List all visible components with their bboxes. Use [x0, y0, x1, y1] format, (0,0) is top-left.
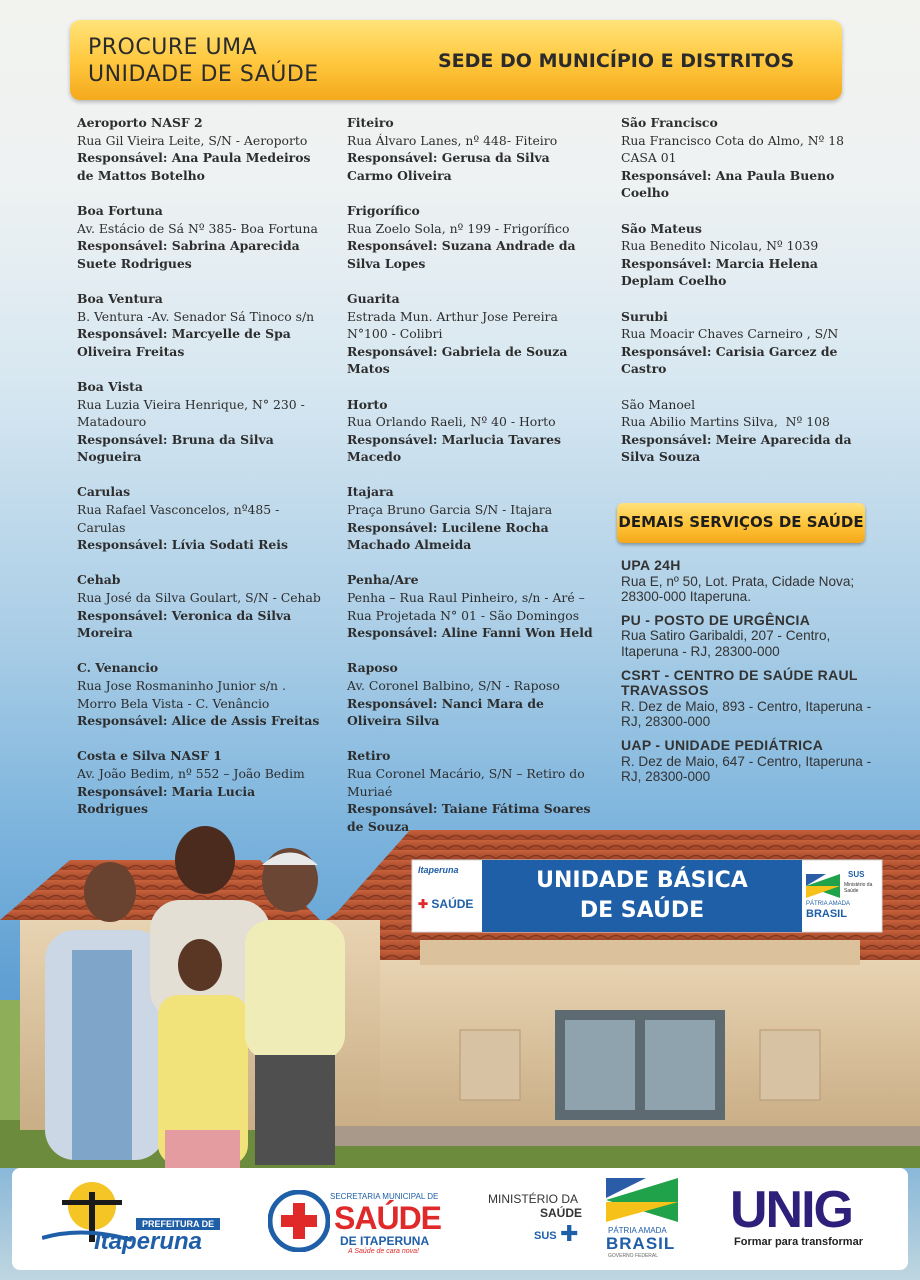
unit-name: Itajara	[347, 484, 394, 500]
unit-name: Retiro	[347, 748, 391, 764]
unit-entry	[347, 114, 597, 184]
sign-saude-text: SAÚDE	[431, 897, 474, 911]
service-item	[621, 613, 881, 660]
brazil-flag-icon	[806, 874, 840, 898]
unit-address: Rua Luzia Vieira Henrique, N° 230 - Matadouro	[77, 396, 309, 430]
unit-entry	[77, 659, 322, 729]
patria-line2: BRASIL	[606, 1234, 676, 1253]
unit-responsible: Responsável: Marlucia Tavares Macedo	[347, 431, 562, 465]
footer-logos-bar	[12, 1168, 908, 1270]
secretaria-saude-logo	[268, 1182, 448, 1262]
unit-responsible: Responsável: Bruna da Silva Nogueira	[77, 431, 274, 465]
unig-tagline: Formar para transformar	[734, 1236, 863, 1248]
unit-responsible: Responsável: Taiane Fátima Soares de Souza	[347, 801, 591, 834]
sign-title-line2: DE SAÚDE	[579, 898, 705, 923]
unit-name: Frigorífico	[347, 202, 420, 218]
unit-address: Rua Álvaro Lanes, nº 448- Fiteiro	[347, 132, 558, 148]
unit-entry	[77, 202, 322, 272]
secretaria-top-label: SECRETARIA MUNICIPAL DE	[330, 1192, 439, 1201]
units-column-2	[347, 114, 597, 853]
secretaria-sub-label: DE ITAPERUNA	[340, 1234, 430, 1248]
sign-left-logos	[418, 865, 478, 923]
unit-name: Fiteiro	[347, 115, 394, 130]
unit-address: Rua Abilio Martins Silva, Nº 108	[621, 414, 830, 430]
unit-responsible: Responsável: Gabriela de Souza Matos	[347, 343, 568, 377]
unit-responsible: Responsável: Maria Lucia Rodrigues	[77, 783, 256, 817]
service-title: UAP - UNIDADE PEDIÁTRICA	[621, 736, 824, 753]
unit-name: Raposo	[347, 660, 398, 676]
unit-responsible: Responsável: Alice de Assis Freitas	[77, 713, 320, 729]
unit-responsible: Responsável: Lucilene Rocha Machado Almeida	[347, 519, 549, 553]
unit-responsible: Responsável: Aline Fanni Won Held	[347, 625, 593, 641]
unit-responsible: Responsável: Marcyelle de Spa Oliveira Freitas	[77, 326, 291, 359]
prefeitura-name: Itaperuna	[94, 1228, 203, 1255]
unit-entry	[77, 378, 322, 466]
unit-address: Estrada Mun. Arthur Jose Pereira N°100 - Colibri	[347, 308, 562, 342]
unit-responsible: Responsável: Carisia Garcez de Castro	[621, 343, 838, 377]
ministerio-line2: SAÚDE	[540, 1206, 583, 1220]
unit-name: São Mateus	[621, 220, 702, 236]
patria-amada-brasil-logo	[602, 1176, 692, 1262]
unit-entry	[347, 396, 597, 466]
prefeitura-logo	[32, 1176, 242, 1262]
sign-right-logo	[806, 868, 876, 928]
service-address: R. Dez de Maio, 893 - Centro, Itaperuna - RJ, 28300-000	[621, 698, 872, 730]
unit-entry	[77, 571, 322, 641]
sus-cross-icon: ✚	[560, 1222, 579, 1247]
sign-patria-text: PÁTRIA AMADA	[806, 901, 851, 907]
unit-entry	[621, 396, 866, 466]
unit-name: Boa Fortuna	[77, 202, 163, 218]
prefeitura-top-label: PREFEITURA DE	[136, 1218, 220, 1230]
unit-address: Rua Gil Vieira Leite, S/N - Aeroporto	[77, 132, 308, 148]
unit-address: Av. Coronel Balbino, S/N - Raposo	[347, 678, 560, 693]
unit-responsible: Responsável: Suzana Andrade da Silva Lopes	[347, 238, 576, 271]
service-title: CSRT - CENTRO DE SAÚDE RAUL TRAVASSOS	[621, 666, 858, 699]
unit-name: Penha/Are	[347, 572, 419, 588]
unit-name: Boa Ventura	[77, 290, 163, 306]
unit-responsible: Responsável: Nanci Mara de Oliveira Silva	[347, 695, 544, 729]
sign-itaperuna-logo: Itaperuna	[418, 865, 459, 875]
unit-name: Guarita	[347, 290, 400, 306]
unit-responsible: Responsável: Gerusa da Silva Carmo Oliveira	[347, 150, 550, 183]
unit-address: B. Ventura -Av. Senador Sá Tinoco s/n	[77, 308, 315, 324]
unit-name: C. Venancio	[77, 660, 159, 676]
unit-address: Rua Rafael Vasconcelos, nº485 - Carulas	[77, 502, 284, 535]
sus-label: SUS	[534, 1230, 557, 1242]
unit-responsible: Responsável: Marcia Helena Deplam Coelho	[621, 255, 818, 289]
unit-name: Aeroporto NASF 2	[77, 115, 203, 130]
unit-responsible: Responsável: Ana Paula Bueno Coelho	[621, 167, 835, 201]
unit-entry	[347, 659, 597, 729]
unit-name: Cehab	[77, 572, 121, 588]
other-services-list	[621, 558, 881, 793]
unit-entry	[77, 483, 322, 553]
header-banner	[70, 20, 842, 100]
patria-line3: GOVERNO FEDERAL	[608, 1253, 659, 1259]
unig-wordmark: UNIG	[730, 1181, 852, 1239]
unit-address: Rua José da Silva Goulart, S/N - Cehab	[77, 590, 321, 606]
unit-entry	[621, 220, 866, 290]
sign-title	[482, 866, 802, 926]
unit-address: Rua Jose Rosmaninho Junior s/n . Morro Bela Vista - C. Venâncio	[77, 678, 290, 711]
unit-name: Surubi	[621, 308, 668, 324]
health-unit-scene	[0, 820, 920, 1168]
sign-brasil-text: BRASIL	[806, 908, 847, 920]
unit-address: Av. Estácio de Sá Nº 385- Boa Fortuna	[77, 220, 318, 236]
units-column-3	[621, 114, 866, 483]
other-services-heading: DEMAIS SERVIÇOS DE SAÚDE	[618, 513, 864, 531]
unit-name: Boa Vista	[77, 378, 143, 394]
secretaria-main-label: SAÚDE	[334, 1200, 442, 1236]
red-cross-icon: ✚	[418, 897, 429, 911]
ministerio-line1: MINISTÉRIO DA	[488, 1192, 579, 1206]
unit-address: Av. João Bedim, nº 552 – João Bedim	[77, 765, 305, 781]
brazil-flag-icon	[606, 1178, 678, 1222]
header-title-line1: PROCURE UMA	[88, 35, 258, 60]
unit-entry	[77, 114, 322, 184]
unit-responsible: Responsável: Lívia Sodati Reis	[77, 537, 288, 553]
service-item	[621, 668, 881, 730]
unit-name: Costa e Silva NASF 1	[77, 748, 222, 764]
unit-address: Rua Orlando Raeli, Nº 40 - Horto	[347, 414, 556, 430]
unit-name: São Francisco	[621, 115, 718, 130]
unit-responsible: Responsável: Ana Paula Medeiros de Mattos Botelho	[77, 150, 311, 183]
unit-responsible: Responsável: Veronica da Silva Moreira	[77, 607, 292, 641]
unit-address: Penha – Rua Raul Pinheiro, s/n - Aré – Rua Projetada N° 01 - São Domingos	[347, 590, 589, 623]
service-address: R. Dez de Maio, 647 - Centro, Itaperuna - RJ, 28300-000	[621, 753, 872, 785]
secretaria-tagline: A Saúde de cara nova!	[348, 1248, 419, 1255]
unit-address: Rua Coronel Macário, S/N – Retiro do Muriaé	[347, 765, 589, 799]
unit-entry	[77, 290, 322, 360]
red-cross-icon	[268, 1190, 330, 1252]
other-services-badge	[617, 503, 865, 543]
unit-entry	[347, 290, 597, 378]
service-title: PU - POSTO DE URGÊNCIA	[621, 611, 811, 628]
patria-line1: PÁTRIA AMADA	[608, 1226, 667, 1235]
family-figures	[45, 826, 345, 1168]
unit-entry	[77, 747, 322, 817]
unit-address: Rua Benedito Nicolau, Nº 1039	[621, 238, 819, 254]
unit-name: Horto	[347, 396, 388, 412]
unit-name: São Manoel	[621, 396, 696, 412]
unig-logo	[728, 1182, 898, 1258]
header-title	[88, 34, 319, 88]
service-item	[621, 558, 881, 605]
unit-responsible: Responsável: Sabrina Aparecida Suete Rodrigues	[77, 238, 300, 271]
service-address: Rua Satiro Garibaldi, 207 - Centro, Itaperuna - RJ, 28300-000	[621, 628, 831, 659]
unit-address: Rua Francisco Cota do Almo, Nº 18 CASA 01	[621, 132, 849, 166]
unit-address: Rua Zoelo Sola, nº 199 - Frigorífico	[347, 220, 570, 236]
sign-title-line1: UNIDADE BÁSICA	[536, 868, 748, 893]
unit-entry	[621, 308, 866, 378]
sign-saude-logo	[418, 897, 478, 923]
sign-ministerio-text: Ministério da Saúde	[844, 882, 873, 894]
ministerio-saude-logo	[488, 1188, 598, 1258]
unit-responsible: Responsável: Meire Aparecida da Silva Souza	[621, 431, 852, 465]
units-column-1	[77, 114, 322, 835]
service-address: Rua E, nº 50, Lot. Prata, Cidade Nova; 28300-000 Itaperuna.	[621, 573, 855, 605]
service-title: UPA 24H	[621, 557, 681, 573]
unit-entry	[621, 114, 866, 202]
unit-name: Carulas	[77, 484, 131, 500]
unit-entry	[347, 483, 597, 553]
sign-sus-text: SUS	[848, 870, 865, 879]
header-subtitle: SEDE DO MUNICÍPIO E DISTRITOS	[438, 50, 795, 72]
unit-address: Rua Moacir Chaves Carneiro , S/N	[621, 326, 839, 342]
unit-entry	[347, 202, 597, 272]
header-title-line2: UNIDADE DE SAÚDE	[88, 62, 319, 87]
service-item	[621, 738, 881, 785]
unit-address: Praça Bruno Garcia S/N - Itajara	[347, 502, 553, 518]
unit-entry	[347, 571, 597, 641]
